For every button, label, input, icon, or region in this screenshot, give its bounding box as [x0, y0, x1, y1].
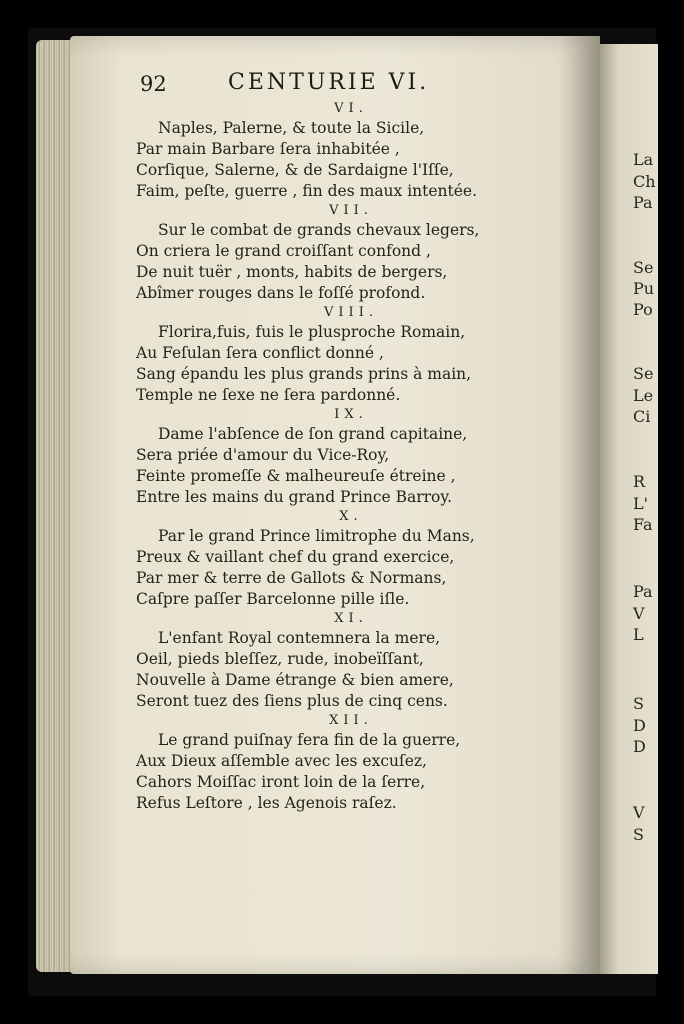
facing-page-fragment: Fa: [633, 515, 653, 534]
verse-line: Feinte promeſſe & malheureuſe étreine ,: [136, 467, 456, 485]
quatrain-number: VIII.: [324, 305, 378, 320]
facing-page-fragment: D: [633, 716, 646, 735]
verse-line: De nuit tuër , monts, habits de bergers,: [136, 263, 448, 281]
facing-page-fragment: Ch: [633, 172, 656, 191]
facing-page-fragment: R: [633, 472, 646, 491]
verse-line: Cahors Moiſſac iront loin de la ſerre,: [136, 773, 426, 791]
verse-line: Abîmer rouges dans le foſſé profond.: [136, 284, 426, 302]
verse-line: Florira,fuis, fuis le plusproche Romain,: [158, 323, 466, 341]
verse-line: Faim, peſte, guerre , fin des maux intentée.: [136, 182, 478, 200]
verse-line: Dame l'abſence de ſon grand capitaine,: [158, 425, 468, 443]
verse-line: Sera priée d'amour du Vice-Roy,: [136, 446, 390, 464]
facing-page-fragment: V: [633, 604, 645, 623]
verse-line: Sur le combat de grands chevaux legers,: [158, 221, 480, 239]
quatrain-number: XI.: [334, 611, 368, 626]
verse-line: Corſique, Salerne, & de Sardaigne l'Iſſe,: [136, 161, 454, 179]
verse-line: Nouvelle à Dame étrange & bien amere,: [136, 671, 454, 689]
verse-line: Par main Barbare ſera inhabitée ,: [136, 140, 400, 158]
facing-page-fragment: Le: [633, 386, 654, 405]
verse-line: L'enfant Royal contemnera la mere,: [158, 629, 441, 647]
quatrain: [136, 610, 536, 712]
verse-line: Naples, Palerne, & toute la Sicile,: [158, 119, 425, 137]
verse-line: Oeil, pieds bleſſez, rude, inobeïſſant,: [136, 650, 424, 668]
page-number: 92: [140, 72, 167, 96]
quatrain-number: IX.: [334, 407, 368, 422]
facing-page-fragment: D: [633, 737, 646, 756]
quatrain: [136, 406, 536, 508]
verse-line: Preux & vaillant chef du grand exercice,: [136, 548, 455, 566]
verse-line: Aux Dieux aſſemble avec les excuſez,: [136, 752, 427, 770]
facing-page-fragment: V: [633, 803, 645, 822]
facing-page-fragment: L: [633, 625, 644, 644]
verse-line: Seront tuez des ſiens plus de cinq cens.: [136, 692, 448, 710]
verse-line: Le grand puiſnay fera fin de la guerre,: [158, 731, 461, 749]
verse-line: On criera le grand croiſſant confond ,: [136, 242, 431, 260]
quatrain: [136, 508, 536, 610]
quatrain: [136, 304, 536, 406]
quatrain-list: [136, 100, 536, 814]
quatrain-number: VII.: [329, 203, 373, 218]
facing-page-fragment: Ci: [633, 407, 651, 426]
verse-line: Refus Leſtore , les Agenois raſez.: [136, 794, 397, 812]
verse-line: Temple ne ſexe ne ſera pardonné.: [136, 386, 401, 404]
quatrain-number: XII.: [329, 713, 373, 728]
verse-line: Sang épandu les plus grands prins à main,: [136, 365, 472, 383]
facing-page-fragment: Pu: [633, 279, 655, 298]
page-header: [140, 70, 480, 100]
running-title: CENTURIE VI.: [228, 70, 430, 95]
verse-line: Par le grand Prince limitrophe du Mans,: [158, 527, 475, 545]
facing-page-fragment: La: [633, 150, 654, 169]
facing-page-fragment: Pa: [633, 193, 653, 212]
verse-line: Par mer & terre de Gallots & Normans,: [136, 569, 447, 587]
quatrain: [136, 100, 536, 202]
quatrain-number: VI.: [334, 101, 368, 116]
quatrain: [136, 712, 536, 814]
facing-page-fragment: S: [633, 825, 644, 844]
quatrain-number: X.: [339, 509, 363, 524]
facing-page-fragment: Pa: [633, 582, 653, 601]
verse-line: Entre les mains du grand Prince Barroy.: [136, 488, 453, 506]
quatrain: [136, 202, 536, 304]
facing-page-fragment: Se: [633, 258, 654, 277]
facing-page-fragment: Po: [633, 300, 653, 319]
verse-line: Caſpre paſſer Barcelonne pille iſle.: [136, 590, 410, 608]
verse-line: Au Feſulan ſera conflict donné ,: [136, 344, 384, 362]
facing-page-fragment: S: [633, 694, 644, 713]
facing-page-fragment: L': [633, 494, 649, 513]
facing-page-fragment: Se: [633, 364, 654, 383]
